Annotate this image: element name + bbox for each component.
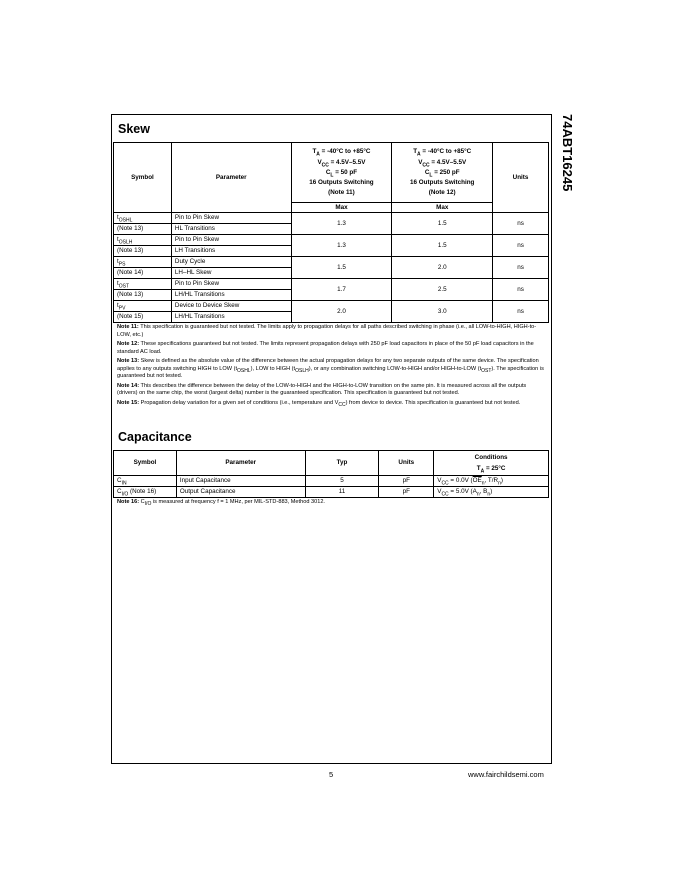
skew-parameter-line1: Device to Device Skew — [171, 301, 291, 312]
note-11: Note 11: This specification is guaranteed but not tested. The limits apply to propagation delays for all paths described switching in phase (i.e., all LOW-to-HIGH, HIGH-to-LOW, etc.) — [117, 324, 537, 338]
cap-symbol: $C_{IN}$ — [114, 476, 177, 487]
skew-symbol-note: (Note 15) — [114, 312, 172, 323]
cap-parameter: Output Capacitance — [176, 487, 305, 498]
skew-notes — [117, 324, 547, 409]
skew-unit: ns — [493, 279, 549, 301]
skew-parameter-line2: LH–HL Skew — [171, 268, 291, 279]
cap-condition: $V_{CC} = 5.0V$ ($A_n$, $B_n$) — [434, 487, 549, 498]
skew-row — [114, 279, 549, 290]
skew-value-50pf: 1.5 — [291, 257, 392, 279]
skew-symbol-note: (Note 13) — [114, 246, 172, 257]
cap-header-parameter: Parameter — [176, 451, 305, 476]
skew-parameter-line2: LH/HL Transitions — [171, 290, 291, 301]
skew-symbol: $t_{PS}$ — [114, 257, 172, 268]
website-url[interactable]: www.fairchildsemi.com — [468, 770, 544, 779]
skew-value-250pf: 1.5 — [392, 213, 493, 235]
skew-parameter-line2: LH Transitions — [171, 246, 291, 257]
note-14: Note 14: This describes the difference between the delay of the LOW-to-HIGH and the HIGH-to-LOW transition on the same pin. It is measured across all the outputs (drivers) on the same chip, the worst (largest delta) number is the guaranteed specification. This specification is guaranteed but not tested. — [117, 382, 527, 397]
skew-header-max-2: Max — [392, 203, 493, 213]
skew-header-symbol: Symbol — [114, 143, 172, 213]
capacitance-notes — [117, 499, 547, 509]
skew-symbol-note: (Note 13) — [114, 224, 172, 235]
skew-header-parameter: Parameter — [171, 143, 291, 213]
capacitance-section-title: Capacitance — [118, 430, 192, 444]
skew-table — [113, 142, 549, 323]
cap-row — [114, 476, 549, 487]
skew-header-units: Units — [493, 143, 549, 213]
note-15: Note 15: Propagation delay variation for a given set of conditions (i.e., temperature and VCC) from device to device. This specification is guaranteed but not tested. — [117, 399, 521, 409]
skew-symbol-note: (Note 14) — [114, 268, 172, 279]
skew-parameter-line1: Duty Cycle — [171, 257, 291, 268]
skew-parameter-line1: Pin to Pin Skew — [171, 235, 291, 246]
skew-value-50pf: 1.3 — [291, 213, 392, 235]
cap-symbol: $C_{I/O}$ (Note 16) — [114, 487, 177, 498]
skew-parameter-line1: Pin to Pin Skew — [171, 213, 291, 224]
capacitance-table — [113, 450, 549, 498]
skew-symbol-note: (Note 13) — [114, 290, 172, 301]
cap-header-units: Units — [379, 451, 434, 476]
cap-unit: pF — [379, 476, 434, 487]
skew-value-50pf: 2.0 — [291, 301, 392, 323]
skew-header-max-1: Max — [291, 203, 392, 213]
skew-symbol: $t_{OSLH}$ — [114, 235, 172, 246]
skew-symbol: $t_{PV}$ — [114, 301, 172, 312]
note-16: Note 16: CI/O is measured at frequency f = 1 MHz, per MIL-STD-883, Method 3012. — [117, 499, 325, 508]
cap-header-typ: Typ — [305, 451, 379, 476]
skew-value-250pf: 2.5 — [392, 279, 493, 301]
skew-parameter-line2: LH/HL Transitions — [171, 312, 291, 323]
skew-parameter-line2: HL Transitions — [171, 224, 291, 235]
cap-row — [114, 487, 549, 498]
skew-header-col1: $T_A = -40^\circ C$ to +85°C $V_{CC} = 4.5V-5.5V$ $C_L = 50$ pF 16 Outputs Switching (Note 11) — [291, 143, 392, 203]
skew-symbol: $t_{OST}$ — [114, 279, 172, 290]
skew-unit: ns — [493, 213, 549, 235]
skew-value-250pf: 3.0 — [392, 301, 493, 323]
note-12: Note 12: These specifications guaranteed but not tested. The limits represent propagation delays with 250 pF load capacitors in place of the 50 pF load capacitors in the standard AC load. — [117, 341, 534, 355]
cap-header-conditions: Conditions $T_A = 25^\circ C$ — [434, 451, 549, 476]
skew-value-250pf: 1.5 — [392, 235, 493, 257]
cap-condition: $V_{CC} = 0.0V$ ($\overline{OE}_n$, $T/R_n$) — [434, 476, 549, 487]
skew-header-col2: $T_A = -40^\circ C$ to +85°C $V_{CC} = 4.5V-5.5V$ $C_L = 250$ pF 16 Outputs Switching (Note 12) — [392, 143, 493, 203]
skew-parameter-line1: Pin to Pin Skew — [171, 279, 291, 290]
note-13: Note 13: Skew is defined as the absolute value of the difference between the actual propagation delays for any two separate outputs of the same device. The specification applies to any outputs switching HIGH to LOW (tOSHL), LOW to HIGH (tOSLH), or any combination switching LOW-to-HIGH and/or HIGH-to-LOW (tOST). The specification is guaranteed but not tested. — [117, 358, 544, 380]
cap-typ: 5 — [305, 476, 379, 487]
skew-unit: ns — [493, 301, 549, 323]
page-number: 5 — [329, 770, 334, 779]
skew-unit: ns — [493, 235, 549, 257]
skew-row — [114, 301, 549, 312]
cap-parameter: Input Capacitance — [176, 476, 305, 487]
cap-header-symbol: Symbol — [114, 451, 177, 476]
skew-unit: ns — [493, 257, 549, 279]
skew-value-250pf: 2.0 — [392, 257, 493, 279]
skew-value-50pf: 1.7 — [291, 279, 392, 301]
skew-row — [114, 213, 549, 224]
cap-typ: 11 — [305, 487, 379, 498]
skew-symbol: $t_{OSHL}$ — [114, 213, 172, 224]
cap-unit: pF — [379, 487, 434, 498]
skew-row — [114, 235, 549, 246]
skew-section-title: Skew — [118, 122, 150, 136]
skew-value-50pf: 1.3 — [291, 235, 392, 257]
skew-row — [114, 257, 549, 268]
